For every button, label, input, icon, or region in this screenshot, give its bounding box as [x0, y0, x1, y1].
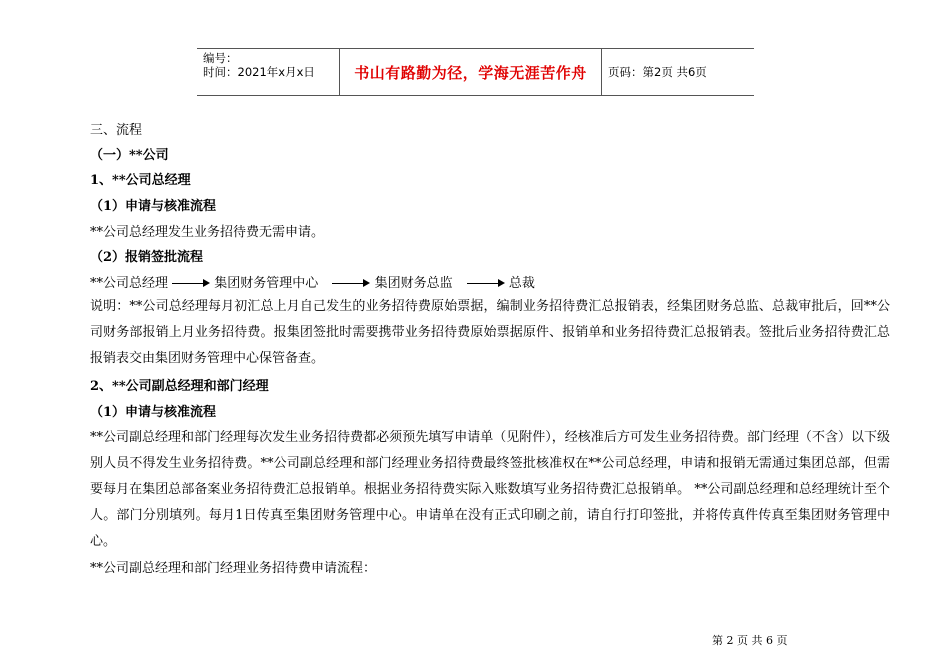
- paragraph-no-application: **公司总经理发生业务招待费无需申请。: [90, 225, 325, 240]
- page-footer: 第 2 页 共 6 页: [712, 634, 788, 647]
- paragraph-explanation: 说明：**公司总经理每月初汇总上月自己发生的业务招待费原始票据，编制业务招待费汇总报销表，经集团财务总监、总裁审批后，回**公司财务部报销上月业务招待费。报集团签批时需要携带业务招待费原始票据原件、报销单和业务招待费汇总报销表。签批后业务招待费汇总报销表交由集团财务管理中心保管备查。: [90, 299, 890, 366]
- flow-arrow-icon: [332, 278, 370, 290]
- header-meta-cell: [197, 49, 340, 95]
- subsection-company: （一）**公司: [90, 148, 169, 163]
- paragraph-application-flow-intro: **公司副总经理和部门经理业务招待费申请流程：: [90, 561, 377, 576]
- heading-deputy-and-managers: 2、**公司副总经理和部门经理: [90, 379, 269, 394]
- flow-arrow-icon: [467, 278, 505, 290]
- heading-apply-approve-1: （1）申请与核准流程: [90, 199, 217, 214]
- flow-arrow-icon: [172, 278, 210, 290]
- heading-apply-approve-2: （1）申请与核准流程: [90, 405, 217, 420]
- time-label: 时间：2021年x月x日: [203, 65, 315, 79]
- header-page-label: 页码：第2页 共6页: [608, 65, 707, 79]
- paragraph-deputy-rules: **公司副总经理和部门经理每次发生业务招待费都必须预先填写申请单（见附件），经核准后方可发生业务招待费。部门经理（不含）以下级别人员不得发生业务招待费。**公司副总经理和部门经理业务招待费最终签批核准权在**公司总经理，申请和报销无需通过集团总部，但需要每月在集团总部备案业务招待费汇总报销单。根据业务招待费实际入账数填写业务招待费汇总报销单。 **公司副总经理和总经理统计至个人。部门分別填列。每月1日传真至集团财务管理中心。申请单在没有正式印刷之前，请自行打印签批，并将传真件传真至集团财务管理中心。: [90, 430, 890, 549]
- section-title: 三、流程: [90, 123, 143, 138]
- flow-step-finance-center: 集团财务管理中心: [214, 276, 319, 291]
- document-header: [197, 48, 754, 96]
- flow-step-finance-director: 集团财务总监: [374, 276, 453, 291]
- header-motto: 书山有路勤为径，学海无涯苦作舟: [340, 49, 602, 95]
- heading-reimbursement-flow: （2）报销签批流程: [90, 250, 204, 265]
- flow-step-gm: **公司总经理: [90, 276, 169, 291]
- flow-step-president: 总裁: [508, 276, 535, 291]
- reimbursement-flowchart: [90, 275, 535, 293]
- heading-general-manager: 1、**公司总经理: [90, 173, 191, 188]
- number-label: 编号：: [203, 51, 238, 65]
